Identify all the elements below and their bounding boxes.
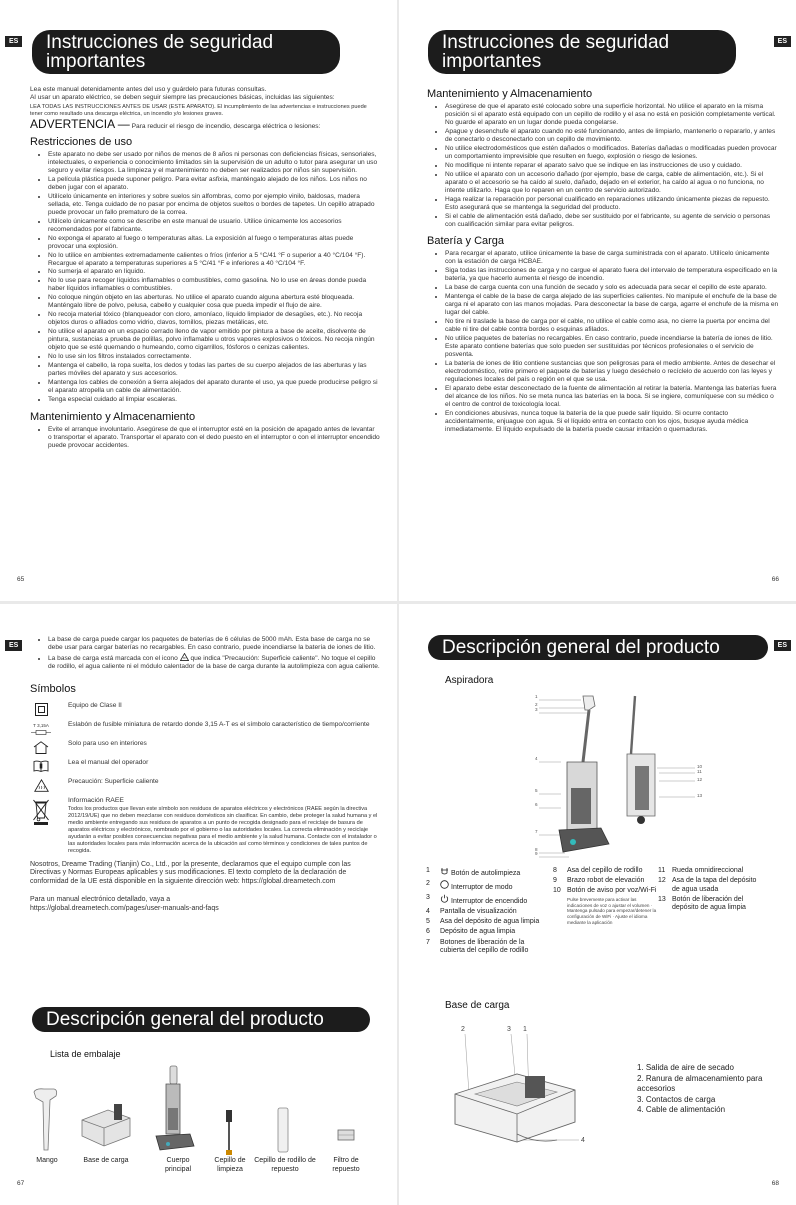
symbol-text: Solo para uso en interiores: [68, 740, 147, 748]
callout-number: 5: [535, 788, 538, 793]
callout-number: 4: [535, 756, 538, 761]
part-row: [553, 867, 657, 876]
symbol-text: Lea el manual del operador: [68, 759, 149, 767]
item-label: Cepillo de rodillo de repuesto: [254, 1157, 316, 1173]
callout-number: 6: [535, 802, 538, 807]
part-number: 2: [426, 880, 430, 888]
list-item: • No modifique ni intente reparar el aparato salvo que se indique en las instrucciones de uso y cuidado.: [445, 162, 779, 170]
item-label: Mango: [36, 1157, 58, 1164]
page-title: Instrucciones de seguridad importantes: [428, 30, 736, 74]
part-text: Depósito de agua limpia: [440, 928, 516, 936]
mode-icon: [440, 884, 449, 891]
list-item: • Apague y desenchufe el aparato cuando no esté funcionando, antes de limpiarlo, mantenerlo o repararlo, y antes de conectarlo o desconectarlo con un cepillo de movimiento.: [445, 128, 779, 144]
part-text: Asa del cepillo de rodillo: [567, 867, 643, 874]
list-item: • Utilícelo únicamente en interiores y sobre suelos sin alfombras, como por ejemplo vinilo, baldosas, madera sellada, etc. Tenga cuidado de no pasar por encima de objetos sueltos o bordes de tapetes. Un cepillo atrapado puede provocar un fallo prematuro de la correa.: [48, 193, 380, 218]
manual-book-icon: [30, 759, 52, 773]
part-label: [672, 877, 758, 894]
part-row: [426, 880, 548, 893]
class-ii-icon: [30, 702, 52, 716]
part-label: [567, 877, 644, 886]
part-label: [567, 867, 643, 876]
self-clean-icon: [440, 870, 449, 877]
part-number: 6: [426, 928, 430, 936]
item-label: Base de carga: [83, 1157, 129, 1164]
list-item: • Haga realizar la reparación por personal cualificado en reparaciones utilizando únicamente piezas de repuesto. Esto asegurará que se mantenga la seguridad del producto.: [445, 196, 779, 212]
symbol-text: Equipo de Clase II: [68, 702, 122, 710]
part-number: 3: [426, 894, 430, 902]
charging-base-illustration: [447, 1034, 587, 1154]
parts-column-2: [553, 867, 657, 925]
battery-list: [427, 250, 779, 434]
handle-illustration: [30, 1086, 62, 1154]
list-item: • No lo utilice en ambientes extremadamente calientes o fríos (inferior a 5 °C/41 °F o superior a 40 °C/104 °F). Recargue el aparato a temperaturas superiores a 5 °C/41 °F e inferiores a 40 °C/104 °F.: [48, 252, 380, 268]
part-row: [426, 908, 548, 917]
list-item: • No recoja material tóxico (blanqueador con cloro, amoníaco, líquido limpiador de desagües, etc.). No recoja objetos duros o afilados como vidrio, clavos, tornillos, piezas metálicas, etc.: [48, 311, 380, 327]
part-label: [440, 939, 548, 956]
hot-text-a: La base de carga está marcada con el icono: [48, 654, 178, 662]
part-row: [553, 877, 657, 886]
page-title: Instrucciones de seguridad importantes: [32, 30, 340, 74]
part-text: Brazo robot de elevación: [567, 877, 645, 885]
part-text: Botón de autolimpieza: [451, 870, 521, 877]
part-number: 9: [553, 877, 557, 885]
part-text: Interruptor de modo: [451, 884, 513, 892]
part-number: 11: [658, 867, 666, 874]
legend-item: 2. Ranura de almacenamiento para accesorios: [637, 1073, 763, 1093]
list-item: • Utilícelo únicamente como se describe en este manual de usuario. Utilice únicamente los accesorios recomendados por el fabricante.: [48, 218, 380, 234]
callout-number: 9: [535, 851, 538, 856]
manual-url: https://global.dreametech.com/pages/user-manuals-and-faqs: [30, 904, 219, 912]
list-item: • La batería de iones de litio contiene sustancias que son peligrosas para el medio ambiente. Antes de desechar el electrodoméstico, retire primero el paquete de baterías y luego deséchelo o recíclelo de acuerdo con las leyes y regulaciones locales del país o región en el que se usa.: [445, 360, 779, 385]
symbol-row: [30, 721, 380, 735]
manual-line: Para un manual electrónico detallado, vaya a: [30, 896, 171, 904]
section-heading: Restricciones de uso: [30, 135, 133, 148]
page-68: [399, 604, 796, 1205]
part-text: Pantalla de visualización: [440, 908, 517, 916]
callout-number: 1: [535, 694, 538, 699]
part-text: Interruptor de encendido: [451, 898, 528, 906]
part-row: [426, 928, 548, 937]
list-item: • La película plástica puede suponer peligro. Para evitar asfixia, manténgalo alejado de los niños. Los niños no deben jugar con el aparato.: [48, 176, 380, 192]
part-label: [440, 918, 539, 927]
list-item: • No lo use sin los filtros instalados correctamente.: [48, 353, 380, 361]
list-item: • No tire ni traslade la base de carga por el cable, no utilice el cable como asa, no cierre la puerta por encima del cable ni tire del cable contra bordes o esquinas afilados.: [445, 318, 779, 334]
p66-content: [427, 84, 779, 435]
indoor-house-icon: [30, 740, 52, 754]
section-heading: Símbolos: [30, 683, 76, 696]
warning-text: Para reducir el riesgo de incendio, descarga eléctrica o lesiones:: [131, 123, 321, 131]
charging-base-illustration: [78, 1096, 134, 1148]
page-65: [0, 0, 397, 601]
base-callout: 1: [523, 1026, 527, 1033]
intro-small: LEA TODAS LAS INSTRUCCIONES ANTES DE USAR (ESTE APARATO). El incumplimiento de las advertencias e instrucciones puede tener como resultado una descarga eléctrica, un incendio y/o lesiones graves.: [30, 104, 367, 118]
part-text: Botones de liberación de la cubierta del cepillo de rodillo: [440, 938, 529, 955]
section-title: Descripción general del producto: [32, 1007, 370, 1032]
restrictions-list: [30, 151, 380, 404]
charging-list: [30, 636, 380, 671]
list-item: • Mantenga el cable de la base de carga alejado de las superficies calientes. No manipule el enchufe de la base de carga ni el aparato con las manos mojadas. Para desconectar la base de carga, agarre el enchufe de la misma en lugar del cable.: [445, 293, 779, 318]
part-number: 12: [658, 877, 666, 885]
part-row: [426, 894, 548, 907]
list-item: • Mantenga los cables de conexión a tierra alejados del aparato durante el uso, ya que puede producirse peligro si el aparato atropella un cable de alimentación.: [48, 379, 380, 395]
power-icon: [440, 898, 449, 905]
list-item: [48, 653, 380, 671]
part-label: [672, 867, 743, 876]
part-row: [658, 877, 758, 894]
legend-item: 1. Salida de aire de secado: [637, 1063, 734, 1072]
part-text: Botón de liberación del depósito de agua limpia: [672, 895, 746, 912]
list-item: • El aparato debe estar desconectado de la fuente de alimentación al retirar la batería. Mantenga las baterías fuera del alcance de los niños. No se meta nunca las baterías en la boca. Si se ingiere, comuníquese con su médico o el centro de control de toxicología local.: [445, 385, 779, 410]
page-number: 65: [17, 576, 25, 583]
list-item: • Para recargar el aparato, utilice únicamente la base de carga suministrada con el aparato. Utilícelo únicamente con la estación de carga HCBAE.: [445, 250, 779, 266]
intro-line: Lea este manual detenidamente antes del uso y guárdelo para futuras consultas.: [30, 86, 267, 93]
hot-surface-icon: [180, 653, 189, 661]
symbol-row: [30, 778, 380, 792]
weee-bin-icon: [30, 797, 52, 827]
list-item: • Asegúrese de que el aparato esté colocado sobre una superficie horizontal. No utilice el aparato en la misma posición si el aparato está equipado con un cepillo de rodillo y el asa no está en posición completamente vertical. No guarde el aparato en un lugar donde pueda congelarse.: [445, 103, 779, 128]
page-title: Descripción general del producto: [428, 635, 768, 660]
part-row: [426, 939, 548, 956]
intro-line: Al usar un aparato eléctrico, se deben seguir siempre las precauciones básicas, incluidas las siguientes:: [30, 94, 335, 102]
part-label: [440, 867, 520, 879]
list-item: • No sumerja el aparato en líquido.: [48, 268, 380, 276]
packing-list-heading: Lista de embalaje: [50, 1049, 121, 1059]
list-item: • No utilice electrodomésticos que estén dañados o modificados. Baterías dañadas o modificadas pueden provocar un comportamiento imprevisible que resulten en fuego, explosión o riesgo de lesiones.: [445, 145, 779, 161]
page-number: 67: [17, 1180, 25, 1187]
symbol-row: [30, 797, 380, 854]
raee-title: Información RAEE: [68, 797, 124, 805]
language-tag: ES: [774, 36, 791, 47]
list-item: • No utilice paquetes de baterías no recargables. En caso contrario, puede incendiarse la batería de iones de litio. Este aparato contiene baterías que solo pueden ser sustituidas por técnicos profesionales o el servicio de posventa.: [445, 335, 779, 360]
part-label: [440, 908, 517, 917]
list-item: • Mantenga el cabello, la ropa suelta, los dedos y todas las partes de su cuerpo alejados de las aberturas y las partes móviles del aparato y sus accesorios.: [48, 362, 380, 378]
part-label: [440, 880, 512, 893]
legend-item: 4. Cable de alimentación: [637, 1105, 726, 1114]
part-text: Rueda omnidireccional: [672, 867, 744, 874]
warning-label: ADVERTENCIA —: [30, 117, 130, 132]
callout-number: 8: [535, 847, 538, 852]
spare-filter-illustration: [336, 1128, 356, 1144]
part-row: [426, 867, 548, 879]
callout-number: 2: [535, 702, 538, 707]
item-label: Cepillo de limpieza: [214, 1157, 246, 1173]
base-callout: 3: [507, 1026, 511, 1033]
list-item: • No utilice el aparato en un espacio cerrado lleno de vapor emitido por pintura a base de aceite, disolvente de pintura, sustancias a prueba de polillas, polvo inflamable u otros vapores explosivos o tóxicos. No recoja ningún objeto que se esté quemando o humeando, como cigarrillos, fósforos o cenizas calientes.: [48, 328, 380, 353]
part-text: Asa de la tapa del depósito de agua usada: [672, 877, 757, 893]
part-number: 4: [426, 908, 430, 916]
list-item: • Si el cable de alimentación está dañado, debe ser sustituido por el fabricante, su agente de servicio o personas con cualificación similar para evitar peligros.: [445, 213, 779, 229]
part-row: [426, 918, 548, 927]
list-item: • Evite el arranque involuntario. Asegúrese de que el interruptor esté en la posición de apagado antes de levantar o transportar el aparato. Transportar el aparato con el dedo puesto en el interruptor o con el interruptor encendido puede provocar accidentes.: [48, 426, 380, 451]
list-item: • Tenga especial cuidado al limpiar escaleras.: [48, 396, 380, 404]
list-item: • No exponga el aparato al fuego o temperaturas altas. La exposición al fuego o temperaturas altas puede provocar una explosión.: [48, 235, 380, 251]
symbol-text: Precaución: Superficie caliente: [68, 778, 159, 786]
part-label: [567, 887, 656, 896]
hot-surface-icon: [30, 778, 52, 792]
list-item: • No coloque ningún objeto en las aberturas. No utilice el aparato cuando alguna abertura esté bloqueada. Manténgalo libre de polvo, pelusa, cabello y cualquier cosa que pueda impedir el flujo de aire.: [48, 294, 380, 310]
parts-column-3: [658, 867, 758, 914]
item-label: Cuerpo principal: [164, 1157, 192, 1173]
page-number: 66: [771, 576, 779, 583]
list-item: • No lo use para recoger líquidos inflamables o combustibles, como gasolina. No lo use en áreas donde pueda haber líquidos inflamables o combustibles.: [48, 277, 380, 293]
page-number: 68: [771, 1180, 779, 1187]
cleaning-brush-illustration: [222, 1108, 236, 1158]
part-number: 1: [426, 867, 430, 874]
symbol-text: Eslabón de fusible miniatura de retardo donde 3,15 A-T es el símbolo característico de tiempo/corriente: [68, 721, 370, 729]
list-item: • En condiciones abusivas, nunca toque la batería de la que puede salir líquido. Si ocurre contacto accidentalmente, enjuague con agua. Si el líquido entra en contacto con los ojos, busque ayuda médica inmediatamente. El líquido expulsado de la batería puede causar irritación o quemaduras.: [445, 410, 779, 435]
part-number: 8: [553, 867, 557, 874]
main-body-illustration: [150, 1064, 198, 1154]
part-number: 7: [426, 938, 430, 946]
fuse-icon: [30, 721, 52, 735]
symbol-row: [30, 702, 380, 716]
list-item: • Siga todas las instrucciones de carga y no cargue el aparato fuera del intervalo de temperatura especificado en la batería, ya que hacerlo aumenta el riesgo de incendio.: [445, 267, 779, 283]
part-row: [553, 887, 657, 896]
list-item: • La base de carga cuenta con una función de secado y solo es adecuada para secar el cepillo de este aparato.: [445, 284, 779, 292]
part-label: [440, 928, 515, 937]
symbol-row: [30, 759, 380, 773]
list-item: • Este aparato no debe ser usado por niños de menos de 8 años ni personas con deficiencias físicas, sensoriales, intelectuales, o experiencia o conocimiento limitados sin la supervisión de un adulto o tutor para asegurar un uso seguro y evitar riesgos. La limpieza y el mantenimiento no deben ser realizados por niños sin supervisión.: [48, 151, 380, 176]
page-66: [399, 0, 796, 601]
language-tag: ES: [774, 640, 791, 651]
list-item: • No utilice el aparato con un accesorio dañado (por ejemplo, base de carga, cable de alimentación, etc.). Si el aparato o el accesorio se ha caído al suelo, dañado, dejado en el exterior, ha caído al agua o no funciona, no intente utilizarlo. Haga que lo reparen en un centro de servicio autorizado.: [445, 171, 779, 196]
base-heading: Base de carga: [445, 1000, 510, 1011]
language-tag: ES: [5, 36, 22, 47]
callout-number: 10: [697, 764, 703, 769]
base-legend: [637, 1063, 787, 1116]
legend-item: 3. Contactos de carga: [637, 1094, 716, 1104]
declaration-text: Nosotros, Dreame Trading (Tianjin) Co., Ltd., por la presente, declaramos que el equipo cumple con las Directivas y Normas Europeas aplicables y sus modificaciones. El texto completo de la declaración de conformidad de la UE está disponible en la siguiente dirección web: https://global.dreametech.com: [30, 860, 351, 885]
item-label: Filtro de repuesto: [332, 1157, 360, 1173]
hot-text-b: que indica "Precaución: Superficie caliente". No toque el cepillo de rodillo, el agua caliente ni el módulo calentador de la base de carga durante la autolimpieza con agua caliente.: [48, 654, 380, 671]
section-heading: Mantenimiento y Almacenamiento: [30, 410, 196, 423]
callout-number: 12: [697, 777, 703, 782]
p65-content: [30, 86, 380, 451]
part-row: [658, 896, 758, 913]
part-row: [658, 867, 758, 876]
part-number: 10: [553, 887, 561, 895]
parts-column-1: [426, 867, 548, 957]
callout-number: 7: [535, 829, 538, 834]
vacuum-illustration: [539, 692, 719, 862]
part-number: 5: [426, 918, 430, 926]
part-number: 13: [658, 895, 666, 903]
base-callout: 2: [461, 1026, 465, 1033]
vacuum-heading: Aspiradora: [445, 675, 494, 686]
maintenance-list: [30, 426, 380, 451]
fuse-icon-text: T 3,15A: [33, 722, 49, 728]
page-67: [0, 604, 397, 1205]
p67-content: [30, 636, 380, 915]
maintenance-list: [427, 103, 779, 229]
list-item: • La base de carga puede cargar los paquetes de baterías de 6 células de 5000 mAh. Esta base de carga no se debe usar para cargar baterías no recargables. En caso contrario, puede incendiarse la batería de iones de litio.: [48, 636, 380, 652]
symbol-row: [30, 740, 380, 754]
section-heading: Mantenimiento y Almacenamiento: [427, 88, 593, 100]
warning-line: [30, 117, 380, 132]
callout-number: 13: [697, 793, 703, 798]
wifi-notes: Pulse brevemente para activar las indicaciones de voz o ajustar el volumen · Mantenga pulsado para empezar/detener la configuración de WiFi · Ajuste el idioma mediante la aplicación: [567, 897, 657, 925]
part-label: [440, 894, 527, 907]
callout-number: 11: [697, 769, 702, 774]
part-label: [672, 896, 758, 913]
part-text: Botón de aviso por voz/Wi-Fi: [567, 887, 657, 895]
language-tag: ES: [5, 640, 22, 651]
part-text: Asa del depósito de agua limpia: [440, 918, 540, 926]
base-callout: 4: [581, 1137, 585, 1144]
spare-roller-illustration: [274, 1106, 292, 1156]
section-heading: Batería y Carga: [427, 235, 505, 248]
callout-number: 3: [535, 707, 538, 712]
raee-text: Todos los productos que llevan este símbolo son residuos de aparatos eléctricos y electrónicos (RAEE según la directiva 2012/19/UE) que no deben mezclarse con residuos domésticos sin clasificar. En cambio, debe proteger la salud humana y el medio ambiente entregando sus residuos de aparatos a un punto de recogida designado para el reciclaje de basura de aparatos eléctricos y electrónicos, nombrado por el gobierno o las autoridades locales. La correcta eliminación y reciclaje ayudarán a evitar posibles consecuencias negativas para el medio ambiente y la salud humana. Contacte con el instalador o las autoridades locales para más información acerca de la ubicación así como términos y condiciones de tales puntos de recogida.: [68, 805, 378, 854]
